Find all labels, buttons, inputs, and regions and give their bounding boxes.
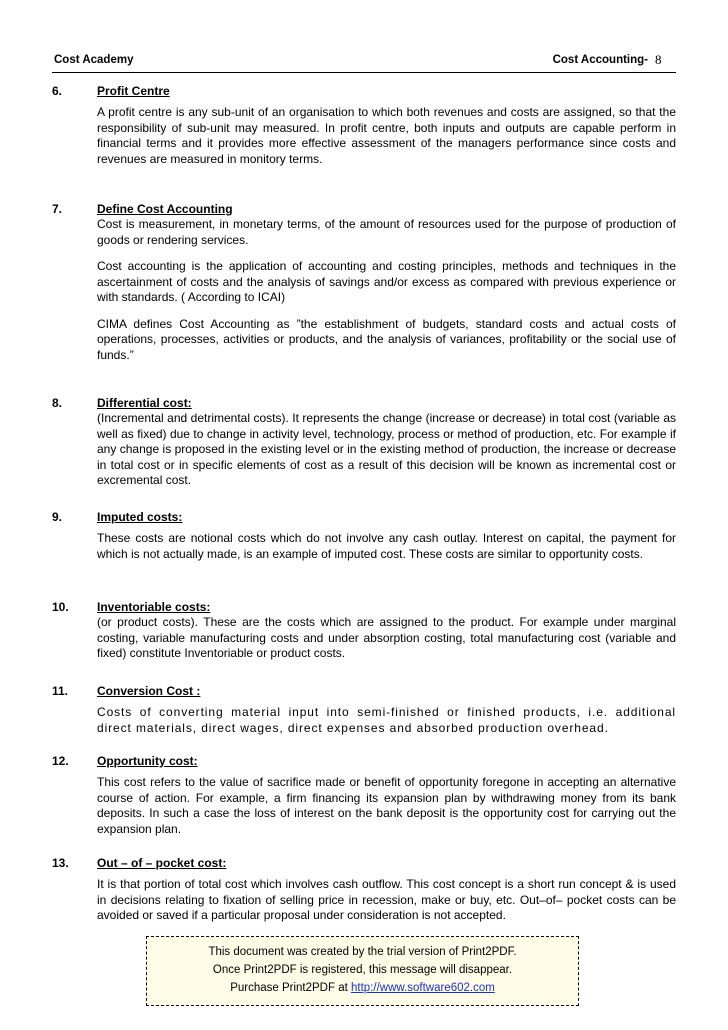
trial-watermark-banner bbox=[146, 936, 579, 1006]
section-title: Imputed costs: bbox=[97, 510, 183, 524]
section-title: Profit Centre bbox=[97, 84, 170, 98]
paragraph: This cost refers to the value of sacrifice made or benefit of opportunity foregone in accepting an alternative course of action. For example, a firm financing its expansion plan by withdrawing money from its bank deposits. In such a case the loss of interest on the bank deposit is the opportunity cost for carrying out the expansion plan. bbox=[97, 775, 676, 836]
section-12 bbox=[52, 754, 676, 837]
section-title: Differential cost: bbox=[97, 396, 192, 410]
section-title: Inventoriable costs: bbox=[97, 600, 211, 614]
section-7 bbox=[52, 202, 676, 363]
section-8 bbox=[52, 396, 676, 489]
section-6 bbox=[52, 84, 676, 167]
section-13 bbox=[52, 856, 676, 924]
banner-line-prefix: Purchase Print2PDF at bbox=[230, 982, 351, 994]
section-number: 6. bbox=[52, 84, 63, 98]
section-number: 11. bbox=[52, 684, 69, 698]
section-11 bbox=[52, 684, 676, 736]
section-number: 10. bbox=[52, 600, 69, 614]
header-right: Cost Accounting- bbox=[552, 54, 648, 66]
paragraph: Cost accounting is the application of accounting and costing principles, methods and techniques in the ascertainment of costs and the analysis of savings and/or excess as compared with previous experience or with standards. ( According to ICAI) bbox=[97, 259, 676, 304]
section-number: 9. bbox=[52, 510, 63, 524]
section-number: 12. bbox=[52, 754, 69, 768]
section-title: Out – of – pocket cost: bbox=[97, 856, 227, 870]
paragraph: It is that portion of total cost which involves cash outflow. This cost concept is a short run concept & is used in decisions relating to fixation of selling price in recession, make or buy, etc. Out–of– pocket costs can be avoided or saved if a particular proposal under consideration is not accepted. bbox=[97, 877, 676, 922]
section-title: Conversion Cost : bbox=[97, 684, 201, 698]
paragraph: Cost is measurement, in monetary terms, of the amount of resources used for the purpose of production of goods or rendering services. bbox=[97, 217, 676, 247]
paragraph: (or product costs). These are the costs which are assigned to the product. For example under marginal costing, variable manufacturing costs and under absorption costing, total manufacturing cost (variable and fixed) constitute Inventoriable or product costs. bbox=[97, 615, 676, 660]
section-10 bbox=[52, 600, 676, 662]
software602-link[interactable]: http://www.software602.com bbox=[351, 982, 495, 994]
paragraph: Costs of converting material input into semi-finished or finished products, i.e. additional direct materials, direct wages, direct expenses and absorbed production overhead. bbox=[97, 705, 676, 735]
section-number: 13. bbox=[52, 856, 69, 870]
paragraph: A profit centre is any sub-unit of an organisation to which both revenues and costs are assigned, so that the responsibility of sub-unit may measured. In profit centre, both inputs and outputs are capable perform in financial terms and it provides more effective assessment of the managers performance since costs and revenues are measured in monitory terms. bbox=[97, 105, 676, 166]
section-number: 7. bbox=[52, 202, 63, 216]
paragraph: CIMA defines Cost Accounting as ”the establishment of budgets, standard costs and actual costs of operations, processes, activities or products, and the analysis of variances, profitability or the social use of funds.” bbox=[97, 316, 676, 362]
banner-line: Once Print2PDF is registered, this message will disappear. bbox=[212, 964, 513, 976]
paragraph: These costs are notional costs which do not involve any cash outlay. Interest on capital, the payment for which is not actually made, is an example of imputed cost. These costs are similar to opportunity costs. bbox=[97, 531, 676, 561]
banner-line: This document was created by the trial version of Print2PDF. bbox=[208, 946, 517, 958]
section-title: Opportunity cost: bbox=[97, 754, 198, 768]
page-number: 8 bbox=[655, 52, 662, 67]
section-9 bbox=[52, 510, 676, 562]
paragraph: (Incremental and detrimental costs). It represents the change (increase or decrease) in total cost (variable as well as fixed) due to change in activity level, technology, process or method of production, etc. For example if any change is proposed in the existing level or in the existing method of production, the increase or decrease in total cost or in specific elements of cost as a result of this decision will be known as incremental cost or excremental cost. bbox=[97, 411, 676, 487]
banner-line bbox=[147, 979, 578, 997]
section-number: 8. bbox=[52, 396, 63, 410]
header-left: Cost Academy bbox=[54, 54, 134, 66]
header-rule bbox=[52, 72, 676, 73]
section-title: Define Cost Accounting bbox=[97, 202, 233, 216]
